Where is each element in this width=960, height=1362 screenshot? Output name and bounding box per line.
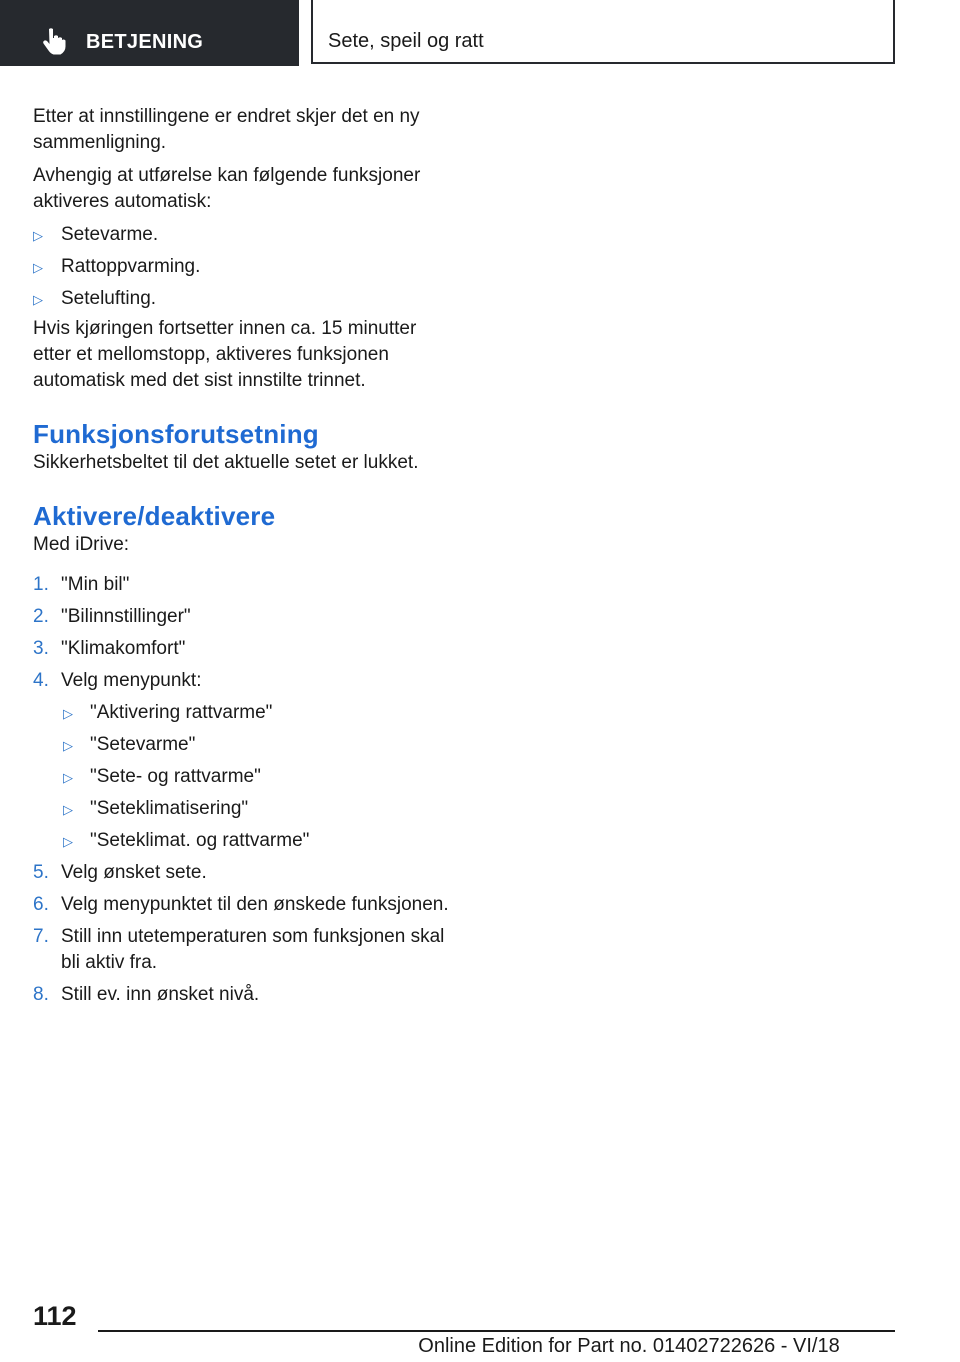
list-item-text: Setelufting. [61,288,157,309]
edition-footer [0,1334,960,1358]
sub-list-item-text: "Sete- og rattvarme" [90,766,261,787]
step-text: Still ev. inn ønsket nivå. [61,984,260,1005]
step-text: Velg menypunktet til den ønskede funksjonen. [61,894,449,915]
step-item [33,572,453,598]
hand-pointer-icon [38,26,68,56]
step-text: Velg ønsket sete. [61,862,207,883]
section-label: BETJENING [86,31,204,53]
step-number: 8. [33,984,49,1005]
section-heading: Funksjonsforutsetning [33,419,319,449]
triangle-bullet-icon: ▷ [33,260,43,275]
page-header [0,0,960,66]
sub-list-item-text: "Aktivering rattvarme" [90,702,273,723]
step-item [33,636,453,662]
step-item [33,860,453,886]
step-text: "Min bil" [61,574,130,595]
sub-list-item [33,764,453,790]
step-number: 1. [33,574,49,595]
step-number: 4. [33,670,49,691]
triangle-bullet-icon: ▷ [63,706,73,721]
triangle-bullet-icon: ▷ [33,228,43,243]
triangle-bullet-icon: ▷ [33,292,43,307]
sub-list-item [33,700,453,726]
sub-list-item-text: "Seteklimat. og rattvarme" [90,830,310,851]
step-text: "Bilinnstillinger" [61,606,191,627]
section-text: Sikkerhetsbeltet til det aktuelle setet er lukket. [33,452,419,473]
step-text: Velg menypunkt: [61,670,202,691]
list-item [33,222,453,248]
step-text: Still inn utetemperaturen som funksjonen skal bli aktiv fra. [61,926,445,973]
page-content [33,104,453,1014]
list-item-text: Setevarme. [61,224,159,245]
intro-paragraph-1: Etter at innstillingene er endret skjer det en ny sammenligning. [33,106,420,153]
step-number: 6. [33,894,49,915]
sub-list-item-text: "Seteklimatisering" [90,798,249,819]
step-item [33,668,453,694]
section-tab [0,0,299,66]
list-item-text: Rattoppvarming. [61,256,201,277]
triangle-bullet-icon: ▷ [63,802,73,817]
triangle-bullet-icon: ▷ [63,770,73,785]
list-item [33,286,453,312]
chapter-tab [311,0,895,64]
triangle-bullet-icon: ▷ [63,738,73,753]
list-item [33,254,453,280]
step-text: "Klimakomfort" [61,638,186,659]
step-item [33,982,453,1008]
intro-paragraph-3: Hvis kjøringen fortsetter innen ca. 15 minutter etter et mellomstopp, aktiveres funksjonen automatisk med det sist innstilte trinnet. [33,318,417,391]
section-heading: Aktivere/deaktivere [33,501,276,531]
chapter-label: Sete, speil og ratt [328,30,484,52]
sub-list-item [33,828,453,854]
triangle-bullet-icon: ▷ [63,834,73,849]
edition-text: Online Edition for Part no. 01402722626 - VI/18 [418,1335,840,1357]
step-item [33,604,453,630]
step-item [33,892,453,918]
step-number: 5. [33,862,49,883]
sub-list-item-text: "Setevarme" [90,734,196,755]
footer-divider [98,1330,895,1332]
sub-list-item [33,732,453,758]
page-number: 112 [33,1301,77,1331]
sub-list-item [33,796,453,822]
step-number: 2. [33,606,49,627]
step-number: 3. [33,638,49,659]
step-item [33,924,453,976]
step-number: 7. [33,926,49,947]
intro-paragraph-2: Avhengig at utførelse kan følgende funksjoner aktiveres automatisk: [33,165,421,212]
section-intro: Med iDrive: [33,534,130,555]
